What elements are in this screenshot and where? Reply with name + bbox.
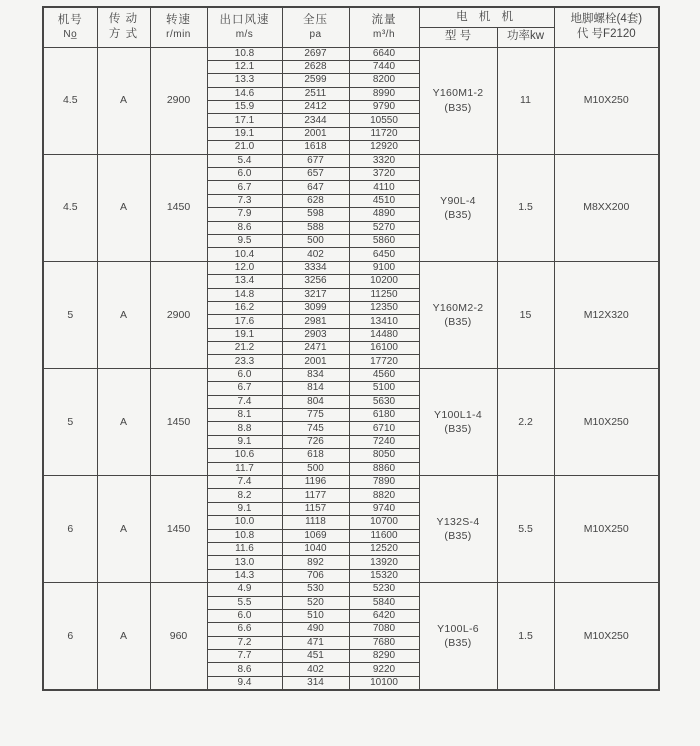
- header-transmission-label-2: 方 式: [108, 28, 139, 41]
- cell-total-pressure: 2001: [282, 355, 349, 368]
- cell-flow: 8990: [349, 87, 419, 100]
- cell-outlet-velocity: 6.6: [207, 623, 282, 636]
- cell-flow: 12920: [349, 141, 419, 154]
- cell-anchor-bolt: M10X250: [554, 368, 659, 475]
- cell-outlet-velocity: 14.6: [207, 87, 282, 100]
- header-outlet-velocity: [207, 7, 282, 47]
- cell-total-pressure: 618: [282, 449, 349, 462]
- cell-outlet-velocity: 21.2: [207, 342, 282, 355]
- cell-total-pressure: 500: [282, 462, 349, 475]
- cell-outlet-velocity: 8.6: [207, 221, 282, 234]
- cell-speed: 1450: [150, 368, 207, 475]
- cell-outlet-velocity: 9.5: [207, 234, 282, 247]
- cell-outlet-velocity: 10.6: [207, 449, 282, 462]
- cell-total-pressure: 834: [282, 368, 349, 381]
- cell-total-pressure: 402: [282, 248, 349, 261]
- cell-flow: 6710: [349, 422, 419, 435]
- cell-total-pressure: 2903: [282, 328, 349, 341]
- motor-model-text: Y160M1-2: [432, 87, 484, 100]
- cell-transmission: A: [97, 154, 150, 261]
- cell-outlet-velocity: 10.4: [207, 248, 282, 261]
- cell-total-pressure: 1177: [282, 489, 349, 502]
- cell-outlet-velocity: 14.8: [207, 288, 282, 301]
- cell-outlet-velocity: 7.2: [207, 636, 282, 649]
- cell-transmission: A: [97, 476, 150, 583]
- cell-outlet-velocity: 12.0: [207, 261, 282, 274]
- motor-model-text: Y160M2-2: [432, 301, 484, 314]
- cell-total-pressure: 1118: [282, 516, 349, 529]
- cell-outlet-velocity: 6.0: [207, 368, 282, 381]
- cell-transmission: A: [97, 47, 150, 154]
- cell-motor-model: [419, 583, 497, 690]
- header-total-pressure-unit: pa: [309, 29, 322, 41]
- header-anchor-bolt: [554, 7, 659, 47]
- header-total-pressure: [282, 7, 349, 47]
- cell-outlet-velocity: 19.1: [207, 127, 282, 140]
- cell-flow: 5840: [349, 596, 419, 609]
- cell-total-pressure: 2628: [282, 60, 349, 73]
- cell-flow: 14480: [349, 328, 419, 341]
- header-machine-no-unit: No̲: [63, 29, 78, 41]
- cell-total-pressure: 2412: [282, 101, 349, 114]
- cell-flow: 8200: [349, 74, 419, 87]
- cell-flow: 10100: [349, 676, 419, 689]
- cell-outlet-velocity: 5.5: [207, 596, 282, 609]
- cell-flow: 7080: [349, 623, 419, 636]
- header-anchor-bolt-code: 代 号F2120: [576, 28, 636, 41]
- motor-model-text: Y132S-4: [436, 515, 480, 528]
- cell-anchor-bolt: M12X320: [554, 261, 659, 368]
- motor-frame-text: (B35): [444, 101, 472, 114]
- cell-total-pressure: 1040: [282, 542, 349, 555]
- cell-flow: 9740: [349, 502, 419, 515]
- cell-total-pressure: 2511: [282, 87, 349, 100]
- cell-flow: 12350: [349, 301, 419, 314]
- cell-motor-model: [419, 47, 497, 154]
- cell-total-pressure: 2001: [282, 127, 349, 140]
- cell-speed: 1450: [150, 154, 207, 261]
- cell-total-pressure: 647: [282, 181, 349, 194]
- cell-outlet-velocity: 6.7: [207, 181, 282, 194]
- cell-transmission: A: [97, 368, 150, 475]
- cell-outlet-velocity: 23.3: [207, 355, 282, 368]
- cell-flow: 5270: [349, 221, 419, 234]
- cell-outlet-velocity: 6.7: [207, 382, 282, 395]
- table-header: [43, 7, 659, 47]
- cell-flow: 4110: [349, 181, 419, 194]
- cell-total-pressure: 1618: [282, 141, 349, 154]
- cell-outlet-velocity: 8.6: [207, 663, 282, 676]
- cell-total-pressure: 804: [282, 395, 349, 408]
- cell-flow: 7240: [349, 435, 419, 448]
- cell-flow: 11250: [349, 288, 419, 301]
- cell-total-pressure: 1157: [282, 502, 349, 515]
- cell-outlet-velocity: 17.6: [207, 315, 282, 328]
- cell-total-pressure: 1069: [282, 529, 349, 542]
- table-row: [43, 368, 659, 381]
- cell-flow: 4890: [349, 208, 419, 221]
- cell-total-pressure: 657: [282, 168, 349, 181]
- cell-flow: 13920: [349, 556, 419, 569]
- cell-flow: 5630: [349, 395, 419, 408]
- cell-motor-model: [419, 261, 497, 368]
- cell-total-pressure: 745: [282, 422, 349, 435]
- cell-flow: 8860: [349, 462, 419, 475]
- cell-total-pressure: 706: [282, 569, 349, 582]
- header-machine-no-label: 机号: [57, 14, 83, 27]
- cell-flow: 7890: [349, 476, 419, 489]
- cell-flow: 12520: [349, 542, 419, 555]
- cell-total-pressure: 588: [282, 221, 349, 234]
- motor-model-text: Y100L1-4: [434, 408, 482, 421]
- cell-outlet-velocity: 4.9: [207, 583, 282, 596]
- table-row: [43, 154, 659, 167]
- cell-flow: 5100: [349, 382, 419, 395]
- cell-flow: 11600: [349, 529, 419, 542]
- cell-total-pressure: 520: [282, 596, 349, 609]
- header-machine-no: [43, 7, 97, 47]
- header-flow-unit: m³/h: [373, 29, 395, 41]
- cell-flow: 8050: [349, 449, 419, 462]
- cell-total-pressure: 3099: [282, 301, 349, 314]
- cell-outlet-velocity: 7.3: [207, 194, 282, 207]
- cell-total-pressure: 775: [282, 409, 349, 422]
- cell-outlet-velocity: 8.1: [207, 409, 282, 422]
- cell-outlet-velocity: 17.1: [207, 114, 282, 127]
- header-total-pressure-label: 全压: [303, 14, 328, 27]
- header-speed-label: 转速: [166, 14, 191, 27]
- cell-outlet-velocity: 7.4: [207, 476, 282, 489]
- cell-outlet-velocity: 13.3: [207, 74, 282, 87]
- cell-machine-no: 5: [43, 261, 97, 368]
- cell-outlet-velocity: 6.0: [207, 609, 282, 622]
- cell-outlet-velocity: 10.8: [207, 529, 282, 542]
- cell-transmission: A: [97, 583, 150, 690]
- cell-outlet-velocity: 12.1: [207, 60, 282, 73]
- cell-outlet-velocity: 11.6: [207, 542, 282, 555]
- header-transmission-label-1: 传 动: [108, 13, 139, 26]
- cell-total-pressure: 2697: [282, 47, 349, 60]
- cell-total-pressure: 530: [282, 583, 349, 596]
- cell-outlet-velocity: 19.1: [207, 328, 282, 341]
- header-transmission: [97, 7, 150, 47]
- cell-outlet-velocity: 7.4: [207, 395, 282, 408]
- cell-machine-no: 5: [43, 368, 97, 475]
- cell-flow: 4510: [349, 194, 419, 207]
- table-body: [43, 47, 659, 690]
- cell-flow: 6420: [349, 609, 419, 622]
- cell-total-pressure: 500: [282, 234, 349, 247]
- header-motor-model: 型 号: [419, 27, 497, 47]
- cell-outlet-velocity: 10.0: [207, 516, 282, 529]
- cell-speed: 2900: [150, 47, 207, 154]
- cell-flow: 17720: [349, 355, 419, 368]
- motor-frame-text: (B35): [444, 315, 472, 328]
- cell-total-pressure: 451: [282, 650, 349, 663]
- cell-outlet-velocity: 21.0: [207, 141, 282, 154]
- cell-total-pressure: 892: [282, 556, 349, 569]
- cell-motor-power: 5.5: [497, 476, 554, 583]
- cell-flow: 6180: [349, 409, 419, 422]
- cell-total-pressure: 402: [282, 663, 349, 676]
- motor-frame-text: (B35): [444, 530, 472, 543]
- motor-model-text: Y100L-6: [437, 622, 479, 635]
- cell-outlet-velocity: 9.1: [207, 502, 282, 515]
- cell-machine-no: 4.5: [43, 154, 97, 261]
- cell-outlet-velocity: 16.2: [207, 301, 282, 314]
- cell-outlet-velocity: 10.8: [207, 47, 282, 60]
- cell-machine-no: 6: [43, 476, 97, 583]
- cell-total-pressure: 471: [282, 636, 349, 649]
- cell-total-pressure: 3256: [282, 275, 349, 288]
- cell-outlet-velocity: 6.0: [207, 168, 282, 181]
- cell-outlet-velocity: 13.4: [207, 275, 282, 288]
- cell-flow: 6450: [349, 248, 419, 261]
- cell-total-pressure: 3217: [282, 288, 349, 301]
- cell-motor-power: 1.5: [497, 154, 554, 261]
- motor-frame-text: (B35): [444, 422, 472, 435]
- cell-flow: 5230: [349, 583, 419, 596]
- cell-flow: 7680: [349, 636, 419, 649]
- cell-speed: 960: [150, 583, 207, 690]
- cell-motor-power: 1.5: [497, 583, 554, 690]
- header-outlet-velocity-unit: m/s: [235, 29, 254, 41]
- cell-speed: 2900: [150, 261, 207, 368]
- cell-total-pressure: 2344: [282, 114, 349, 127]
- cell-outlet-velocity: 9.4: [207, 676, 282, 689]
- cell-flow: 11720: [349, 127, 419, 140]
- header-motor-group: 电 机 机: [419, 7, 554, 27]
- cell-motor-model: [419, 368, 497, 475]
- cell-motor-model: [419, 154, 497, 261]
- cell-flow: 6640: [349, 47, 419, 60]
- header-flow: [349, 7, 419, 47]
- cell-flow: 10550: [349, 114, 419, 127]
- cell-total-pressure: 628: [282, 194, 349, 207]
- cell-machine-no: 6: [43, 583, 97, 690]
- table-row: [43, 261, 659, 274]
- motor-frame-text: (B35): [444, 208, 472, 221]
- cell-total-pressure: 1196: [282, 476, 349, 489]
- cell-speed: 1450: [150, 476, 207, 583]
- cell-motor-model: [419, 476, 497, 583]
- cell-anchor-bolt: M10X250: [554, 47, 659, 154]
- cell-flow: 4560: [349, 368, 419, 381]
- cell-flow: 9220: [349, 663, 419, 676]
- cell-outlet-velocity: 5.4: [207, 154, 282, 167]
- header-anchor-bolt-label: 地脚螺栓(4套): [570, 13, 643, 26]
- cell-outlet-velocity: 8.8: [207, 422, 282, 435]
- header-flow-label: 流量: [371, 14, 397, 27]
- cell-total-pressure: 2981: [282, 315, 349, 328]
- cell-motor-power: 2.2: [497, 368, 554, 475]
- header-speed: [150, 7, 207, 47]
- cell-flow: 10700: [349, 516, 419, 529]
- cell-total-pressure: 490: [282, 623, 349, 636]
- motor-frame-text: (B35): [444, 636, 472, 649]
- cell-total-pressure: 3334: [282, 261, 349, 274]
- cell-outlet-velocity: 7.9: [207, 208, 282, 221]
- header-motor-power: 功率kw: [497, 27, 554, 47]
- cell-total-pressure: 677: [282, 154, 349, 167]
- cell-machine-no: 4.5: [43, 47, 97, 154]
- cell-total-pressure: 598: [282, 208, 349, 221]
- motor-model-text: Y90L-4: [440, 194, 476, 207]
- cell-flow: 9790: [349, 101, 419, 114]
- table-row: [43, 47, 659, 60]
- cell-flow: 13410: [349, 315, 419, 328]
- cell-total-pressure: 726: [282, 435, 349, 448]
- cell-total-pressure: 2471: [282, 342, 349, 355]
- cell-flow: 8820: [349, 489, 419, 502]
- cell-flow: 5860: [349, 234, 419, 247]
- table-row: [43, 583, 659, 596]
- cell-flow: 16100: [349, 342, 419, 355]
- cell-anchor-bolt: M10X250: [554, 476, 659, 583]
- cell-total-pressure: 2599: [282, 74, 349, 87]
- cell-outlet-velocity: 7.7: [207, 650, 282, 663]
- cell-motor-power: 15: [497, 261, 554, 368]
- cell-outlet-velocity: 13.0: [207, 556, 282, 569]
- cell-anchor-bolt: M10X250: [554, 583, 659, 690]
- cell-flow: 3320: [349, 154, 419, 167]
- header-outlet-velocity-label: 出口风速: [219, 14, 270, 27]
- cell-outlet-velocity: 14.3: [207, 569, 282, 582]
- cell-flow: 3720: [349, 168, 419, 181]
- table-row: [43, 476, 659, 489]
- cell-total-pressure: 814: [282, 382, 349, 395]
- cell-transmission: A: [97, 261, 150, 368]
- cell-flow: 10200: [349, 275, 419, 288]
- cell-flow: 15320: [349, 569, 419, 582]
- cell-flow: 7440: [349, 60, 419, 73]
- cell-total-pressure: 314: [282, 676, 349, 689]
- fan-spec-table: [42, 6, 660, 691]
- cell-outlet-velocity: 8.2: [207, 489, 282, 502]
- cell-flow: 9100: [349, 261, 419, 274]
- cell-outlet-velocity: 11.7: [207, 462, 282, 475]
- cell-outlet-velocity: 15.9: [207, 101, 282, 114]
- cell-flow: 8290: [349, 650, 419, 663]
- cell-motor-power: 11: [497, 47, 554, 154]
- cell-anchor-bolt: M8XX200: [554, 154, 659, 261]
- cell-outlet-velocity: 9.1: [207, 435, 282, 448]
- cell-total-pressure: 510: [282, 609, 349, 622]
- header-speed-unit: r/min: [166, 29, 191, 41]
